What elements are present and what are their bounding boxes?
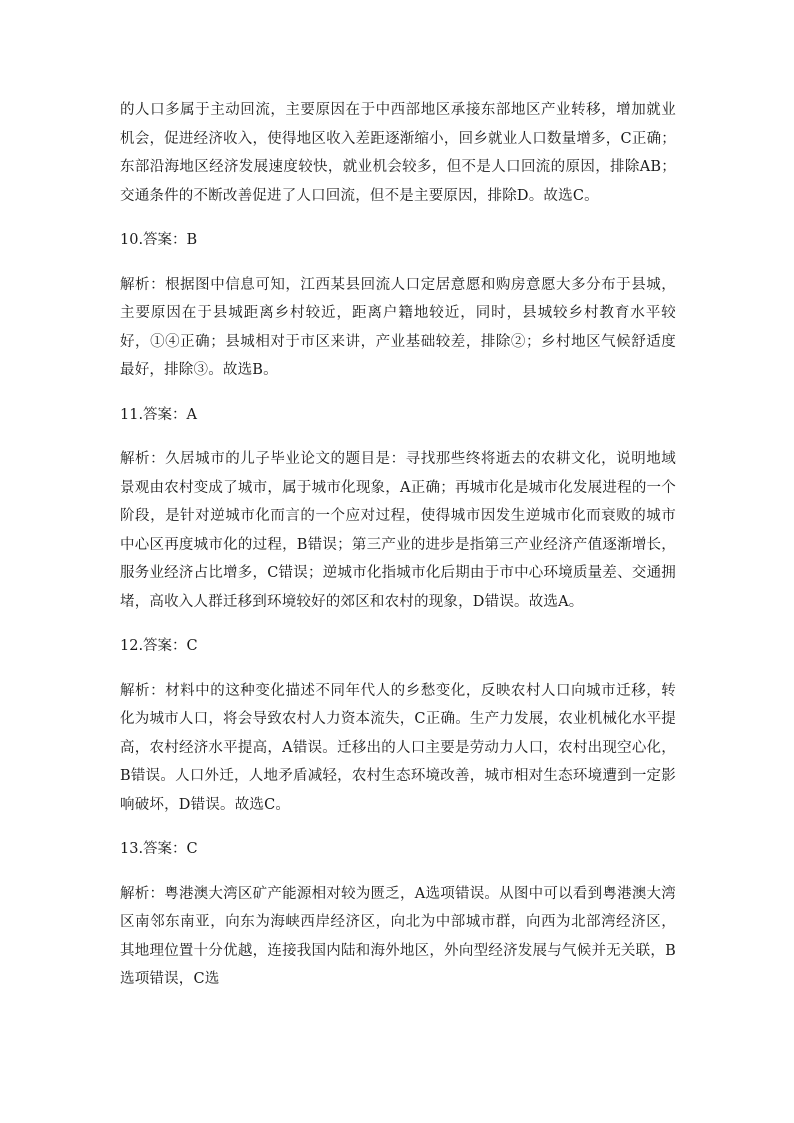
- answer-line-13: 13.答案：C: [120, 841, 198, 857]
- answer-line-11: 11.答案：A: [120, 406, 198, 423]
- analysis-paragraph-13: 解析：粤港澳大湾区矿产能源相对较为匮乏，A选项错误。从图中可以看到粤港澳大湾区南邻东南亚，向东为海峡西岸经济区，向北为中部城市群，向西为北部湾经济区，其地理位置十分优越，连接我国内陆和海外地区，外向型经济发展与气候并无关联，B选项错误，C选: [120, 885, 676, 987]
- analysis-paragraph-11: 解析：久居城市的儿子毕业论文的题目是：寻找那些终将逝去的农耕文化，说明地域景观由农村变成了城市，属于城市化现象，A正确；再城市化是城市化发展进程的一个阶段，是针对逆城市化而言的一个应对过程，使得城市因发生逆城市化而衰败的城市中心区再度城市化的过程，B错误；第三产业的进步是指第三产业经济产值逐渐增长，服务业经济占比增多，C错误；逆城市化指城市化后期由于市中心环境质量差、交通拥堵，高收入人群迁移到环境较好的郊区和农村的现象，D错误。故选A。: [120, 451, 676, 610]
- answer-line-12: 12.答案：C: [120, 638, 198, 654]
- analysis-paragraph-9-continued: 的人口多属于主动回流，主要原因在于中西部地区承接东部地区产业转移，增加就业机会，促进经济收入，使得地区收入差距逐渐缩小，回乡就业人口数量增多，C正确；东部沿海地区经济发展速度较快，就业机会较多，但不是人口回流的原因，排除AB；交通条件的不断改善促进了人口回流，但不是主要原因，排除D。故选C。: [120, 102, 676, 204]
- document-page: [120, 96, 676, 994]
- analysis-paragraph-10: 解析：根据图中信息可知，江西某县回流人口定居意愿和购房意愿大多分布于县城，主要原因在于县城距离乡村较近，距离户籍地较近，同时，县城较乡村教育水平较好，①④正确；县城相对于市区来讲，产业基础较差，排除②；乡村地区气候舒适度最好，排除③。故选B。: [120, 276, 676, 378]
- analysis-paragraph-12: 解析：材料中的这种变化描述不同年代人的乡愁变化，反映农村人口向城市迁移，转化为城市人口，将会导致农村人力资本流失，C正确。生产力发展，农业机械化水平提高，农村经济水平提高，A错误。迁移出的人口主要是劳动力人口，农村出现空心化，B错误。人口外迁，人地矛盾减轻，农村生态环境改善，城市相对生态环境遭到一定影响破坏，D错误。故选C。: [120, 682, 676, 813]
- answer-line-10: 10.答案：B: [120, 232, 198, 248]
